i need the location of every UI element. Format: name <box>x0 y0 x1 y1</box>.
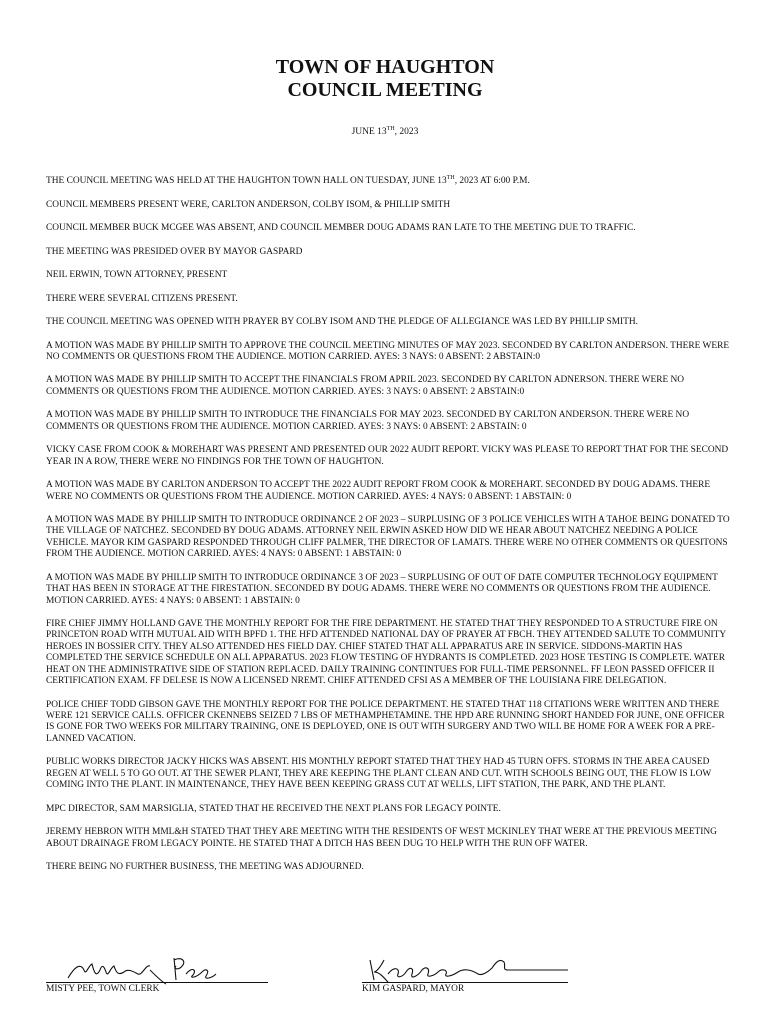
paragraph-audit-report: VICKY CASE FROM COOK & MOREHART WAS PRESENT AND PRESENTED OUR 2022 AUDIT REPORT. VICKY WAS PLEASE TO REPORT THAT FOR THE SECOND YEAR IN A ROW, THERE WERE NO FINDINGS FOR THE TOWN OF HAUGHTON. <box>46 445 729 467</box>
document-title <box>0 56 770 102</box>
paragraph-opening-prayer: THE COUNCIL MEETING WAS OPENED WITH PRAYER BY COLBY ISOM AND THE PLEDGE OF ALLEGIANCE WAS LED BY PHILLIP SMITH. <box>46 317 639 327</box>
mayor-name: KIM GASPARD, MAYOR <box>362 984 465 994</box>
paragraph-ordinance-3: A MOTION WAS MADE BY PHILLIP SMITH TO INTRODUCE ORDINANCE 3 OF 2023 – SURPLUSING OF OUT OF DATE COMPUTER TECHNOLOGY EQUIPMENT THAT HAS BEEN IN STORAGE AT THE FIRESTATION. SECONDED BY DOUG ADAMS. THERE WERE NO COMMENTS OR QUESTIONS FROM THE AUDIENCE. MOTION CARRIED. AYES: 4 NAYS: 0 ABSENT: 1 ABSTAIN: 0 <box>46 572 718 606</box>
paragraph-attorney: NEIL ERWIN, TOWN ATTORNEY, PRESENT <box>46 270 228 280</box>
paragraph-members-absent: COUNCIL MEMBER BUCK MCGEE WAS ABSENT, AND COUNCIL MEMBER DOUG ADAMS RAN LATE TO THE MEETING DUE TO TRAFFIC. <box>46 223 636 233</box>
paragraph-mpc-director: MPC DIRECTOR, SAM MARSIGLIA, STATED THAT HE RECEIVED THE NEXT PLANS FOR LEGACY POINTE. <box>46 803 501 814</box>
date-text: JUNE 13 <box>351 127 387 138</box>
meeting-date <box>0 126 770 137</box>
date-suffix-sup: TH <box>446 174 455 181</box>
paragraph-public-works: PUBLIC WORKS DIRECTOR JACKY HICKS WAS ABSENT. HIS MONTHLY REPORT STATED THAT THEY HAD 45 TURN OFFS. STORMS IN THE AREA CAUSED REGEN AT WELL 5 TO GO OUT. AT THE SEWER PLANT, THEY ARE KEEPING THE PLANT CLEAN AND CUT. WITH SCHOOLS BEING OUT, THE FLOW IS LOW COMING INTO THE PLANT. IN MAINTENANCE, THEY HAVE BEEN KEEPING GRASS CUT AT WELLS, LIFT STATION, THE PARK, AND THE PLANT. <box>46 757 712 791</box>
paragraph-citizens: THERE WERE SEVERAL CITIZENS PRESENT. <box>46 293 238 304</box>
title-line-town: TOWN OF HAUGHTON <box>275 56 495 78</box>
paragraph-text: , 2023 AT 6:00 P.M. <box>454 176 530 186</box>
paragraph-text: THE COUNCIL MEETING WAS HELD AT THE HAUGHTON TOWN HALL ON TUESDAY, JUNE 13 <box>46 176 447 186</box>
paragraph-presided: THE MEETING WAS PRESIDED OVER BY MAYOR GASPARD <box>46 246 303 257</box>
paragraph-members-present: COUNCIL MEMBERS PRESENT WERE, CARLTON ANDERSON, COLBY ISOM, & PHILLIP SMITH <box>46 199 451 210</box>
clerk-signature-image <box>46 952 276 986</box>
minutes-body <box>46 176 730 886</box>
paragraph-engineer: JEREMY HEBRON WITH MML&H STATED THAT THEY ARE MEETING WITH THE RESIDENTS OF WEST MCKINLEY THAT WERE AT THE PREVIOUS MEETING ABOUT DRAINAGE FROM LEGACY POINTE. HE STATED THAT A DITCH HAS BEEN DUG TO HELP WITH THE RUN OFF WATER. <box>46 827 717 849</box>
paragraph-meeting-held <box>46 176 730 187</box>
mayor-signature-line <box>362 982 568 983</box>
date-year: , 2023 <box>394 127 419 138</box>
paragraph-fire-report: FIRE CHIEF JIMMY HOLLAND GAVE THE MONTHLY REPORT FOR THE FIRE DEPARTMENT. HE STATED THAT THEY RESPONDED TO A STRUCTURE FIRE ON PRINCETON ROAD WITH MUTUAL AID WITH BPFD 1. THE HFD ATTENDED NATIONAL DAY OF PRAYER AT FBCH. THEY ATTENDED SALUTE TO COMMUNITY HEROES IN BOSSIER CITY. THEY ALSO ATTENDED HES FIELD DAY. CHIEF STATED THAT ALL APPARATUS ARE IN SERVICE. SIDDONS-MARTIN HAS COMPLETED THE SERVICE SCHEDULE ON ALL APPARATUS. 2023 FLOW TESTING OF HYDRANTS IS COMPLETED. 2023 HOSE TESTING IS COMPLETE. WATER HEAT ON THE ADMINISTRATIVE SIDE OF STATION REPLACED. DAILY TRAINING CONTINTUES FOR FULL-TIME PERSONNEL. FF LEON PASSED OFFICER II CERTIFICATION EXAM. FF DELESE IS NOW A LICENSED NREMT. CHIEF ATTENDED CFSI AS A MEMBER OF THE LOUISIANA FIRE DELEGATION. <box>46 619 726 687</box>
paragraph-motion-financials-april: A MOTION WAS MADE BY PHILLIP SMITH TO ACCEPT THE FINANCIALS FROM APRIL 2023. SECONDED BY CARLTON ADNERSON. THERE WERE NO COMMENTS OR QUESTIONS FROM THE AUDIENCE. MOTION CARRIED. AYES: 3 NAYS: 0 ABSENT: 2 ABSTAIN:0 <box>46 375 685 397</box>
clerk-signature-line <box>46 982 268 983</box>
date-suffix-sup: TH <box>386 126 395 132</box>
clerk-name: MISTY PEE, TOWN CLERK <box>46 984 160 994</box>
paragraph-police-report: POLICE CHIEF TODD GIBSON GAVE THE MONTHLY REPORT FOR THE POLICE DEPARTMENT. HE STATED THAT 118 CITATIONS WERE WRITTEN AND THERE WERE 121 SERVICE CALLS. OFFICER CKENNEBS SEIZED 7 LBS OF METHAMPHETAMINE. THE HPD ARE RUNNING SHORT HANDED FOR JUNE, ONE OFFICER IS GONE FOR TWO WEEKS FOR MILITARY TRAINING, ONE IS DEPLOYED, ONE IS OUT WITH SURGERY AND TWO WILL BE HOME FOR A WEEK FOR A PRE-LANNED VACATION. <box>46 699 725 744</box>
paragraph-adjourned: THERE BEING NO FURTHER BUSINESS, THE MEETING WAS ADJOURNED. <box>46 862 364 873</box>
title-line-meeting: COUNCIL MEETING <box>287 79 483 101</box>
paragraph-motion-audit: A MOTION WAS MADE BY CARLTON ANDERSON TO ACCEPT THE 2022 AUDIT REPORT FROM COOK & MOREHART. SECONDED BY DOUG ADAMS. THERE WERE NO COMMENTS OR QUESTIONS FROM THE AUDIENCE. MOTION CARRIED. AYES: 4 NAYS: 0 ABSENT: 1 ABSTAIN: 0 <box>46 480 711 502</box>
paragraph-ordinance-2: A MOTION WAS MADE BY PHILLIP SMITH TO INTRODUCE ORDINANCE 2 OF 2023 – SURPLUSING OF 3 POLICE VEHICLES WITH A TAHOE BEING DONATED TO THE VILLAGE OF NATCHEZ. SECONDED BY DOUG ADAMS. ATTORNEY NEIL ERWIN ASKED HOW DID WE HEAR ABOUT NATCHEZ NEEDING A POLICE VEHICLE. MAYOR KIM GASPARD RESPONDED THROUGH CLIFF PALMER, THE DIRECTOR OF LAMATS. THERE WERE NO OTHER COMMENTS OR QUESITONS FROM THE AUDIENCE. MOTION CARRIED. AYES: 4 NAYS: 0 ABSENT: 1 ABSTAIN: 0 <box>46 515 730 560</box>
paragraph-motion-financials-may: A MOTION WAS MADE BY PHILLIP SMITH TO INTRODUCE THE FINANCIALS FOR MAY 2023. SECONDED BY CARLTON ANDERSON. THERE WERE NO COMMENTS OR QUESTIONS FROM THE AUDIENCE. MOTION CARRIED. AYES: 3 NAYS: 0 ABSENT: 2 ABSTAIN: 0 <box>46 410 690 432</box>
paragraph-motion-minutes: A MOTION WAS MADE BY PHILLIP SMITH TO APPROVE THE COUNCIL MEETING MINUTES OF MAY 2023. SECONDED BY CARLTON ANDERSON. THERE WERE NO COMMENTS OR QUESTIONS FROM THE AUDIENCE. MOTION CARRIED. AYES: 3 NAYS: 0 ABSENT: 2 ABSTAIN:0 <box>46 340 730 362</box>
mayor-signature-image <box>362 952 572 986</box>
